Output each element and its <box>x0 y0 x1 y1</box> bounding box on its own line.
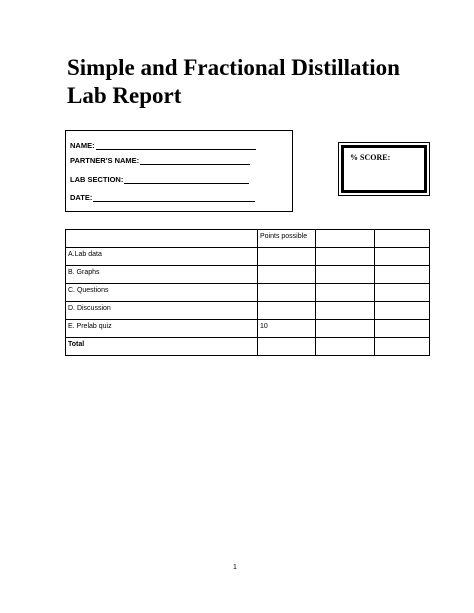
name-field[interactable] <box>70 141 256 150</box>
table-row <box>66 320 430 338</box>
row-label: C. Questions <box>66 284 258 302</box>
points-cell <box>258 302 316 320</box>
score-cell[interactable] <box>316 248 375 266</box>
report-title <box>67 54 400 110</box>
table-row <box>66 266 430 284</box>
table-header-row <box>66 230 430 248</box>
partner-name-blank[interactable] <box>140 156 250 165</box>
lab-section-field[interactable] <box>70 175 249 184</box>
lab-section-blank[interactable] <box>124 175 249 184</box>
grading-table <box>65 229 430 356</box>
date-label: DATE: <box>70 193 93 202</box>
row-label: E. Prelab quiz <box>66 320 258 338</box>
points-cell <box>258 284 316 302</box>
table-row <box>66 284 430 302</box>
score-cell[interactable] <box>316 266 375 284</box>
date-field[interactable] <box>70 193 255 202</box>
student-info-box <box>65 130 293 212</box>
title-line-1: Simple and Fractional Distillation <box>67 55 400 80</box>
score-label: % SCORE: <box>350 153 391 162</box>
partner-name-field[interactable] <box>70 156 250 165</box>
points-cell <box>258 248 316 266</box>
score-inner-frame <box>341 145 427 193</box>
extra-cell[interactable] <box>375 284 430 302</box>
lab-section-label: LAB SECTION: <box>70 175 124 184</box>
score-cell[interactable] <box>316 338 375 356</box>
name-blank[interactable] <box>96 141 256 150</box>
extra-cell[interactable] <box>375 266 430 284</box>
points-cell <box>258 266 316 284</box>
points-cell <box>258 338 316 356</box>
extra-cell[interactable] <box>375 248 430 266</box>
partner-name-label: PARTNER'S NAME: <box>70 156 140 165</box>
row-label: D. Discussion <box>66 302 258 320</box>
header-blank-cell <box>66 230 258 248</box>
points-possible-header: Points possible <box>258 230 316 248</box>
score-cell[interactable] <box>316 320 375 338</box>
extra-cell[interactable] <box>375 320 430 338</box>
score-box <box>338 142 430 196</box>
header-cell-4 <box>375 230 430 248</box>
row-label: A.Lab data <box>66 248 258 266</box>
table-row <box>66 302 430 320</box>
points-cell: 10 <box>258 320 316 338</box>
extra-cell[interactable] <box>375 338 430 356</box>
score-cell[interactable] <box>316 284 375 302</box>
page-number: 1 <box>233 564 237 571</box>
name-label: NAME: <box>70 141 95 150</box>
row-label: B. Graphs <box>66 266 258 284</box>
date-blank[interactable] <box>93 193 255 202</box>
score-cell[interactable] <box>316 302 375 320</box>
header-cell-3 <box>316 230 375 248</box>
title-line-2: Lab Report <box>67 83 182 108</box>
total-label: Total <box>66 338 258 356</box>
table-row <box>66 248 430 266</box>
total-row <box>66 338 430 356</box>
extra-cell[interactable] <box>375 302 430 320</box>
